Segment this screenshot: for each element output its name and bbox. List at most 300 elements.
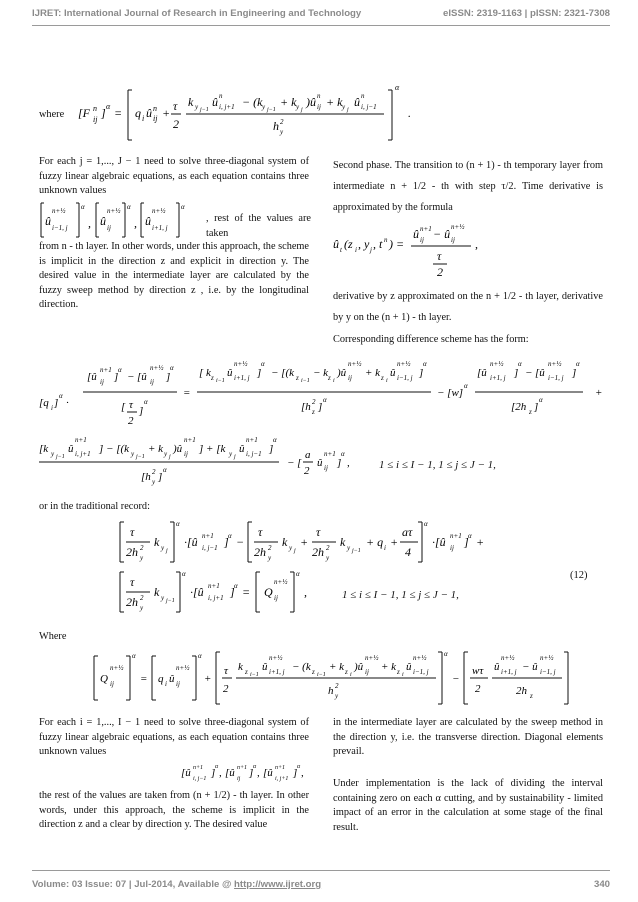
svg-text:,: , bbox=[475, 237, 478, 251]
svg-text:[û: [û bbox=[263, 767, 273, 779]
svg-text:+: + bbox=[300, 535, 309, 549]
svg-text:τ: τ bbox=[316, 525, 321, 539]
svg-text:j−1: j−1 bbox=[56, 454, 65, 460]
svg-text:y: y bbox=[326, 554, 330, 562]
svg-text:[q: [q bbox=[39, 397, 49, 409]
svg-text:2: 2 bbox=[312, 398, 316, 406]
svg-text:ij: ij bbox=[348, 374, 352, 382]
svg-text:y: y bbox=[268, 554, 272, 562]
traditional-record-label: or in the traditional record: bbox=[39, 501, 150, 512]
svg-text:]: ] bbox=[293, 767, 298, 779]
svg-text:α: α bbox=[176, 520, 180, 528]
svg-text:z: z bbox=[245, 668, 248, 676]
svg-text:k: k bbox=[154, 535, 160, 549]
svg-text:ij: ij bbox=[150, 378, 154, 386]
svg-text:n+1: n+1 bbox=[75, 436, 87, 444]
svg-text:τ: τ bbox=[437, 249, 442, 263]
svg-text:û: û bbox=[146, 106, 152, 120]
svg-text:ij: ij bbox=[176, 680, 180, 688]
svg-text:) =: ) = bbox=[389, 237, 405, 251]
svg-text:τ: τ bbox=[258, 525, 263, 539]
svg-text:+ k: + k bbox=[326, 95, 343, 109]
svg-text:α: α bbox=[468, 532, 472, 540]
svg-text:+: + bbox=[162, 106, 171, 120]
svg-text:û: û bbox=[413, 227, 419, 241]
svg-text:û: û bbox=[494, 661, 500, 673]
svg-text:i: i bbox=[51, 404, 53, 412]
journal-link[interactable]: http://www.ijret.org bbox=[234, 879, 322, 890]
svg-text:i−1: i−1 bbox=[250, 672, 259, 678]
svg-text:]: ] bbox=[464, 535, 469, 549]
footer-rule bbox=[32, 870, 610, 871]
svg-text:y: y bbox=[152, 478, 156, 486]
svg-text:2: 2 bbox=[152, 468, 156, 476]
svg-text:2: 2 bbox=[140, 544, 144, 552]
svg-text:n+½: n+½ bbox=[176, 664, 190, 672]
svg-text:α: α bbox=[228, 532, 232, 540]
svg-text:n+1: n+1 bbox=[420, 225, 432, 233]
svg-text:k: k bbox=[238, 661, 243, 673]
svg-text:4: 4 bbox=[405, 545, 411, 559]
svg-text:− [w]: − [w] bbox=[437, 387, 464, 399]
svg-text:a: a bbox=[305, 449, 311, 461]
svg-text:[k: [k bbox=[39, 443, 49, 455]
bottom-left-paragraph-1: For each i = 1,..., I − 1 need to solve three-diagonal system of fuzzy linear algebraic equations, as each equation contains three unknown values bbox=[39, 717, 309, 758]
svg-text:]: ] bbox=[318, 401, 323, 413]
svg-text:[2h: [2h bbox=[511, 401, 527, 413]
svg-text:n+1: n+1 bbox=[324, 450, 336, 458]
svg-text:j: j bbox=[294, 548, 296, 554]
svg-text:+: + bbox=[476, 535, 485, 549]
left-paragraph-1 bbox=[39, 155, 309, 199]
svg-text:−: − bbox=[236, 535, 245, 549]
svg-text:i+1, j: i+1, j bbox=[152, 224, 168, 232]
svg-text:i−1, j: i−1, j bbox=[397, 374, 413, 382]
svg-text:α: α bbox=[144, 398, 148, 406]
svg-text:α: α bbox=[576, 360, 580, 368]
footer-volume bbox=[32, 879, 321, 890]
svg-text:]: ] bbox=[224, 535, 229, 549]
svg-text:j: j bbox=[347, 107, 349, 113]
svg-text:2h: 2h bbox=[126, 595, 138, 609]
svg-text:+ q: + q bbox=[366, 535, 384, 549]
svg-text:[: [ bbox=[121, 401, 126, 413]
svg-text:z: z bbox=[345, 668, 348, 676]
svg-text:j−1: j−1 bbox=[352, 548, 361, 554]
equation-number: (12) bbox=[570, 570, 588, 581]
svg-text:(z: (z bbox=[344, 237, 353, 251]
svg-text:i, j−1: i, j−1 bbox=[361, 103, 377, 111]
svg-text:n+½: n+½ bbox=[365, 654, 379, 662]
equation-unknowns-full-step bbox=[181, 761, 311, 783]
svg-text:i, j−1: i, j−1 bbox=[246, 450, 262, 458]
svg-text:û: û bbox=[212, 95, 218, 109]
svg-text:− (k: − (k bbox=[292, 661, 311, 673]
svg-text:ij: ij bbox=[93, 115, 98, 124]
svg-text:[h: [h bbox=[141, 471, 151, 483]
svg-text:n: n bbox=[384, 236, 388, 244]
svg-text:α: α bbox=[395, 84, 400, 92]
svg-text:n+½: n+½ bbox=[548, 360, 562, 368]
svg-text:h: h bbox=[328, 685, 334, 697]
svg-text:2: 2 bbox=[335, 682, 339, 690]
svg-text:i: i bbox=[384, 544, 386, 552]
svg-text:n+½: n+½ bbox=[234, 360, 248, 368]
svg-text:+ k: + k bbox=[329, 661, 345, 673]
svg-text:−: − bbox=[127, 371, 135, 383]
svg-text:, t: , t bbox=[373, 237, 383, 251]
svg-text:−: − bbox=[525, 367, 533, 379]
svg-text:y: y bbox=[296, 103, 300, 111]
svg-text:]: ] bbox=[101, 106, 106, 120]
left-paragraph-2: from n - th layer. In other words, under this approach, the scheme is implicit in the direction z and explicit in direction y. The desired value in the intermediate layer are calculated by the fuzzy sweep method by direction z , i.e. by the longitudinal direction. bbox=[39, 241, 309, 311]
svg-text:τ: τ bbox=[173, 99, 178, 113]
svg-text:y: y bbox=[342, 103, 346, 111]
svg-text:α: α bbox=[234, 582, 238, 590]
svg-text:, y: , y bbox=[358, 237, 370, 251]
svg-text:·: · bbox=[66, 397, 69, 409]
left-paragraph-1-tail: , rest of the values are taken bbox=[206, 213, 311, 239]
journal-title: IJRET: International Journal of Research in Engineering and Technology bbox=[32, 8, 362, 19]
svg-text:û: û bbox=[262, 661, 268, 673]
svg-text:− [(k: − [(k bbox=[271, 367, 294, 379]
svg-text:·[û: ·[û bbox=[190, 585, 204, 599]
svg-text:i: i bbox=[355, 246, 357, 254]
svg-text:i: i bbox=[165, 680, 167, 688]
svg-text:ij: ij bbox=[274, 594, 278, 602]
svg-text:n+1: n+1 bbox=[193, 765, 204, 771]
svg-text:i, j−1: i, j−1 bbox=[202, 544, 218, 552]
svg-text:t: t bbox=[340, 246, 342, 254]
bottom-right-paragraph-2: Under implementation is the lack of dividing the interval containing zero on each α cutting, and by sustainability - limited impact of an error in the calculation at some stage of the final result. bbox=[333, 778, 603, 833]
svg-text:ij: ij bbox=[317, 103, 321, 111]
svg-text:n+½: n+½ bbox=[152, 207, 166, 215]
equation-F-definition bbox=[78, 84, 478, 144]
svg-text:2: 2 bbox=[326, 544, 330, 552]
svg-text:i−1: i−1 bbox=[317, 672, 326, 678]
svg-text:[ k: [ k bbox=[199, 367, 211, 379]
svg-text:i+1, j: i+1, j bbox=[501, 668, 517, 676]
svg-text:[F: [F bbox=[78, 106, 90, 120]
svg-text:q: q bbox=[135, 106, 141, 120]
svg-text:Q: Q bbox=[100, 673, 108, 685]
svg-text:α: α bbox=[118, 366, 122, 374]
svg-text:ij: ij bbox=[450, 544, 454, 552]
svg-text:n+½: n+½ bbox=[52, 207, 66, 215]
svg-text:]: ] bbox=[211, 767, 216, 779]
svg-text:=: = bbox=[140, 673, 148, 685]
svg-text:] + [k: ] + [k bbox=[199, 443, 226, 455]
svg-text:α: α bbox=[296, 570, 300, 578]
svg-text:y: y bbox=[131, 450, 135, 458]
svg-text:j: j bbox=[234, 454, 236, 460]
svg-text:n+1: n+1 bbox=[202, 532, 214, 540]
svg-text:y: y bbox=[161, 544, 165, 552]
footer-volume-text: Volume: 03 Issue: 07 | Jul-2014, Available @ bbox=[32, 879, 235, 890]
svg-text:û: û bbox=[239, 443, 245, 455]
svg-text:τ: τ bbox=[224, 665, 228, 677]
svg-text:)û: )û bbox=[354, 661, 364, 673]
svg-text:τ: τ bbox=[130, 575, 135, 589]
svg-text:û: û bbox=[227, 367, 233, 379]
svg-text:y: y bbox=[229, 450, 233, 458]
equation-difference-scheme bbox=[39, 352, 619, 492]
svg-text:τ: τ bbox=[130, 525, 135, 539]
svg-text:α: α bbox=[106, 102, 111, 111]
svg-text:2: 2 bbox=[128, 415, 134, 427]
svg-text:+ k: + k bbox=[280, 95, 297, 109]
svg-text:j: j bbox=[169, 454, 171, 460]
svg-text:i−1, j: i−1, j bbox=[52, 224, 68, 232]
svg-text:α: α bbox=[181, 203, 185, 211]
svg-text:aτ: aτ bbox=[402, 525, 413, 539]
page-header bbox=[32, 8, 610, 19]
svg-text:α: α bbox=[297, 764, 301, 770]
svg-text:− [: − [ bbox=[287, 457, 302, 469]
svg-text:Q: Q bbox=[264, 585, 273, 599]
svg-text:ij: ij bbox=[153, 114, 158, 123]
svg-text:2h: 2h bbox=[126, 545, 138, 559]
svg-text:z: z bbox=[312, 408, 315, 416]
svg-text:+ k: + k bbox=[365, 367, 381, 379]
svg-text:]: ] bbox=[249, 767, 254, 779]
svg-text:y: y bbox=[140, 554, 144, 562]
svg-text:2: 2 bbox=[280, 118, 284, 126]
svg-text:n+½: n+½ bbox=[501, 654, 515, 662]
svg-text:k: k bbox=[154, 585, 160, 599]
svg-text:α: α bbox=[163, 466, 167, 474]
svg-text:û: û bbox=[406, 661, 412, 673]
svg-text:n+1: n+1 bbox=[100, 366, 112, 374]
svg-text:j: j bbox=[166, 548, 168, 554]
svg-text:]: ] bbox=[166, 371, 171, 383]
svg-text:α: α bbox=[215, 764, 219, 770]
svg-text:û: û bbox=[169, 673, 175, 685]
svg-text:+: + bbox=[595, 387, 603, 399]
svg-text:·[û: ·[û bbox=[432, 535, 446, 549]
svg-text:]: ] bbox=[534, 401, 539, 413]
svg-text:n+1: n+1 bbox=[237, 765, 248, 771]
svg-text:i+1, j: i+1, j bbox=[269, 668, 285, 676]
svg-text:z: z bbox=[381, 374, 384, 382]
svg-text:2h: 2h bbox=[516, 685, 527, 697]
svg-text:i−1, j: i−1, j bbox=[540, 668, 556, 676]
svg-text:i, j+1: i, j+1 bbox=[219, 103, 235, 111]
svg-text:α: α bbox=[518, 360, 522, 368]
svg-text:α: α bbox=[170, 364, 174, 372]
svg-text:z: z bbox=[529, 408, 532, 416]
svg-text:]: ] bbox=[139, 405, 144, 417]
svg-text:i−1: i−1 bbox=[216, 378, 225, 384]
right-paragraph-1: Second phase. The transition to (n + 1) - th temporary layer from intermediate n + 1/2 - th with step τ/2. Time derivative is approximated by the formula bbox=[333, 160, 603, 213]
svg-text:α: α bbox=[464, 382, 468, 390]
svg-text:j−1: j−1 bbox=[267, 107, 276, 113]
svg-text:)û: )û bbox=[173, 443, 183, 455]
svg-text:n+½: n+½ bbox=[110, 664, 124, 672]
svg-text:]: ] bbox=[572, 367, 577, 379]
svg-text:,: , bbox=[257, 767, 260, 779]
svg-text:i: i bbox=[333, 378, 335, 384]
svg-text:n: n bbox=[93, 104, 97, 113]
svg-text:z: z bbox=[312, 668, 315, 676]
svg-text:ij: ij bbox=[451, 236, 455, 244]
svg-text:ij: ij bbox=[184, 450, 188, 458]
svg-text:j−1: j−1 bbox=[136, 454, 145, 460]
svg-text:i: i bbox=[402, 672, 404, 678]
svg-text:·[û: ·[û bbox=[184, 535, 198, 549]
svg-text:α: α bbox=[273, 436, 277, 444]
svg-text:2: 2 bbox=[140, 594, 144, 602]
svg-text:i: i bbox=[350, 672, 352, 678]
svg-text:i+1, j: i+1, j bbox=[234, 374, 250, 382]
svg-text:]: ] bbox=[230, 585, 235, 599]
svg-text:τ: τ bbox=[129, 399, 133, 411]
svg-text:n+1: n+1 bbox=[208, 582, 220, 590]
svg-text:α: α bbox=[539, 396, 543, 404]
svg-text:,: , bbox=[219, 767, 222, 779]
svg-text:n+½: n+½ bbox=[107, 207, 121, 215]
svg-text:2h: 2h bbox=[312, 545, 324, 559]
svg-text:[h: [h bbox=[301, 401, 311, 413]
svg-text:q: q bbox=[158, 673, 164, 685]
svg-text:α: α bbox=[423, 360, 427, 368]
svg-text:z: z bbox=[296, 374, 299, 382]
svg-text:[û: [û bbox=[477, 367, 487, 379]
issn: eISSN: 2319-1163 | pISSN: 2321-7308 bbox=[443, 8, 610, 19]
svg-text:]: ] bbox=[114, 371, 119, 383]
svg-text:û: û bbox=[68, 443, 74, 455]
svg-text:ij: ij bbox=[237, 776, 241, 782]
svg-text:)û: )û bbox=[306, 95, 316, 109]
svg-text:y: y bbox=[164, 450, 168, 458]
svg-text:]: ] bbox=[514, 367, 519, 379]
svg-text:z: z bbox=[328, 374, 331, 382]
svg-text:û: û bbox=[100, 214, 106, 228]
svg-text:]: ] bbox=[257, 367, 262, 379]
equation-traditional-record bbox=[118, 518, 518, 618]
svg-text:[û: [û bbox=[137, 371, 147, 383]
svg-text:ij: ij bbox=[110, 680, 114, 688]
svg-text:i, j+1: i, j+1 bbox=[208, 594, 224, 602]
svg-text:)û: )û bbox=[337, 367, 347, 379]
svg-text:n: n bbox=[153, 104, 157, 113]
svg-text:ij: ij bbox=[365, 668, 369, 676]
svg-text:û: û bbox=[145, 214, 151, 228]
svg-text:,: , bbox=[347, 457, 350, 469]
svg-text:α: α bbox=[81, 203, 85, 211]
svg-text:n+½: n+½ bbox=[490, 360, 504, 368]
svg-text:ij: ij bbox=[420, 236, 424, 244]
svg-text:n+½: n+½ bbox=[348, 360, 362, 368]
svg-text:k: k bbox=[282, 535, 288, 549]
svg-text:2: 2 bbox=[304, 465, 310, 477]
svg-text:,: , bbox=[301, 767, 304, 779]
svg-text:y: y bbox=[335, 692, 339, 700]
header-rule bbox=[32, 25, 610, 26]
svg-text:n+½: n+½ bbox=[269, 654, 283, 662]
svg-text:,: , bbox=[88, 216, 91, 230]
svg-text:α: α bbox=[261, 360, 265, 368]
svg-text:=: = bbox=[183, 387, 191, 399]
svg-text:=: = bbox=[242, 585, 251, 599]
svg-text:j−1: j−1 bbox=[200, 107, 209, 113]
svg-text:j−1: j−1 bbox=[166, 598, 175, 604]
svg-text:n+½: n+½ bbox=[413, 654, 427, 662]
svg-text:n+½: n+½ bbox=[397, 360, 411, 368]
svg-text:+: + bbox=[390, 535, 399, 549]
svg-text:i−1, j: i−1, j bbox=[548, 374, 564, 382]
svg-text:y: y bbox=[280, 128, 284, 136]
where-label: where bbox=[39, 109, 65, 120]
svg-text:i, j+1: i, j+1 bbox=[275, 776, 289, 782]
svg-text:i: i bbox=[142, 114, 145, 123]
svg-text:[û: [û bbox=[181, 767, 191, 779]
svg-text:n+½: n+½ bbox=[451, 223, 465, 231]
svg-text:2: 2 bbox=[437, 265, 443, 278]
svg-text:ij: ij bbox=[324, 464, 328, 472]
svg-text:]: ] bbox=[54, 397, 59, 409]
svg-text:] − [(k: ] − [(k bbox=[99, 443, 130, 455]
svg-text:]: ] bbox=[419, 367, 424, 379]
svg-text:j: j bbox=[370, 246, 372, 254]
svg-text:]: ] bbox=[337, 457, 342, 469]
svg-text:z: z bbox=[397, 668, 400, 676]
svg-text:α: α bbox=[341, 450, 345, 458]
svg-text:û: û bbox=[333, 237, 339, 251]
svg-text:+ k: + k bbox=[381, 661, 397, 673]
svg-text:− k: − k bbox=[313, 367, 329, 379]
svg-text:i+1, j: i+1, j bbox=[490, 374, 506, 382]
svg-text:α: α bbox=[424, 520, 428, 528]
svg-text:k: k bbox=[188, 95, 194, 109]
svg-text:+ k: + k bbox=[148, 443, 164, 455]
svg-text:[û: [û bbox=[225, 767, 235, 779]
svg-text:n: n bbox=[317, 92, 321, 100]
svg-text:y: y bbox=[161, 594, 165, 602]
svg-text:,: , bbox=[304, 585, 307, 599]
svg-text:n+½: n+½ bbox=[274, 578, 288, 586]
svg-text:2: 2 bbox=[223, 683, 229, 695]
svg-text:− (k: − (k bbox=[242, 95, 263, 109]
svg-text:α: α bbox=[323, 396, 327, 404]
right-paragraph-3: Corresponding difference scheme has the form: bbox=[333, 334, 529, 345]
svg-text:+: + bbox=[204, 673, 212, 685]
svg-text:[û: [û bbox=[87, 371, 97, 383]
left-paragraph-1-text: For each j = 1,..., J − 1 need to solve three-diagonal system of fuzzy linear algebraic equations, as each equation contains three unknown values bbox=[39, 156, 309, 197]
svg-text:α: α bbox=[59, 392, 63, 400]
svg-text:− û: − û bbox=[433, 227, 451, 241]
svg-text:n+1: n+1 bbox=[450, 532, 462, 540]
bottom-right-paragraph-1: in the intermediate layer are calculated by the sweep method in the direction y, i.e. the transverse direction. Diagonal elements prevail. bbox=[333, 717, 603, 758]
svg-text:2h: 2h bbox=[254, 545, 266, 559]
svg-text:−: − bbox=[452, 673, 460, 685]
equation-time-derivative bbox=[333, 218, 513, 278]
svg-text:û: û bbox=[390, 367, 396, 379]
svg-text:[û: [û bbox=[535, 367, 545, 379]
svg-text:y: y bbox=[195, 103, 199, 111]
svg-text:wτ: wτ bbox=[472, 665, 484, 677]
svg-text:i−1, j: i−1, j bbox=[413, 668, 429, 676]
svg-text:y: y bbox=[347, 544, 351, 552]
right-paragraph-2: derivative by z approximated on the n + 1/2 - th layer, derivative by y on the (n + 1) - th layer. bbox=[333, 291, 603, 323]
svg-text:z: z bbox=[530, 692, 533, 700]
traditional-condition: 1 ≤ i ≤ I − 1, 1 ≤ j ≤ J − 1, bbox=[342, 589, 459, 601]
svg-text:ij: ij bbox=[107, 224, 111, 232]
svg-text:α: α bbox=[444, 650, 448, 658]
scheme-condition: 1 ≤ i ≤ I − 1, 1 ≤ j ≤ J − 1, bbox=[379, 459, 496, 471]
svg-text:,: , bbox=[134, 216, 137, 230]
svg-text:α: α bbox=[253, 764, 257, 770]
